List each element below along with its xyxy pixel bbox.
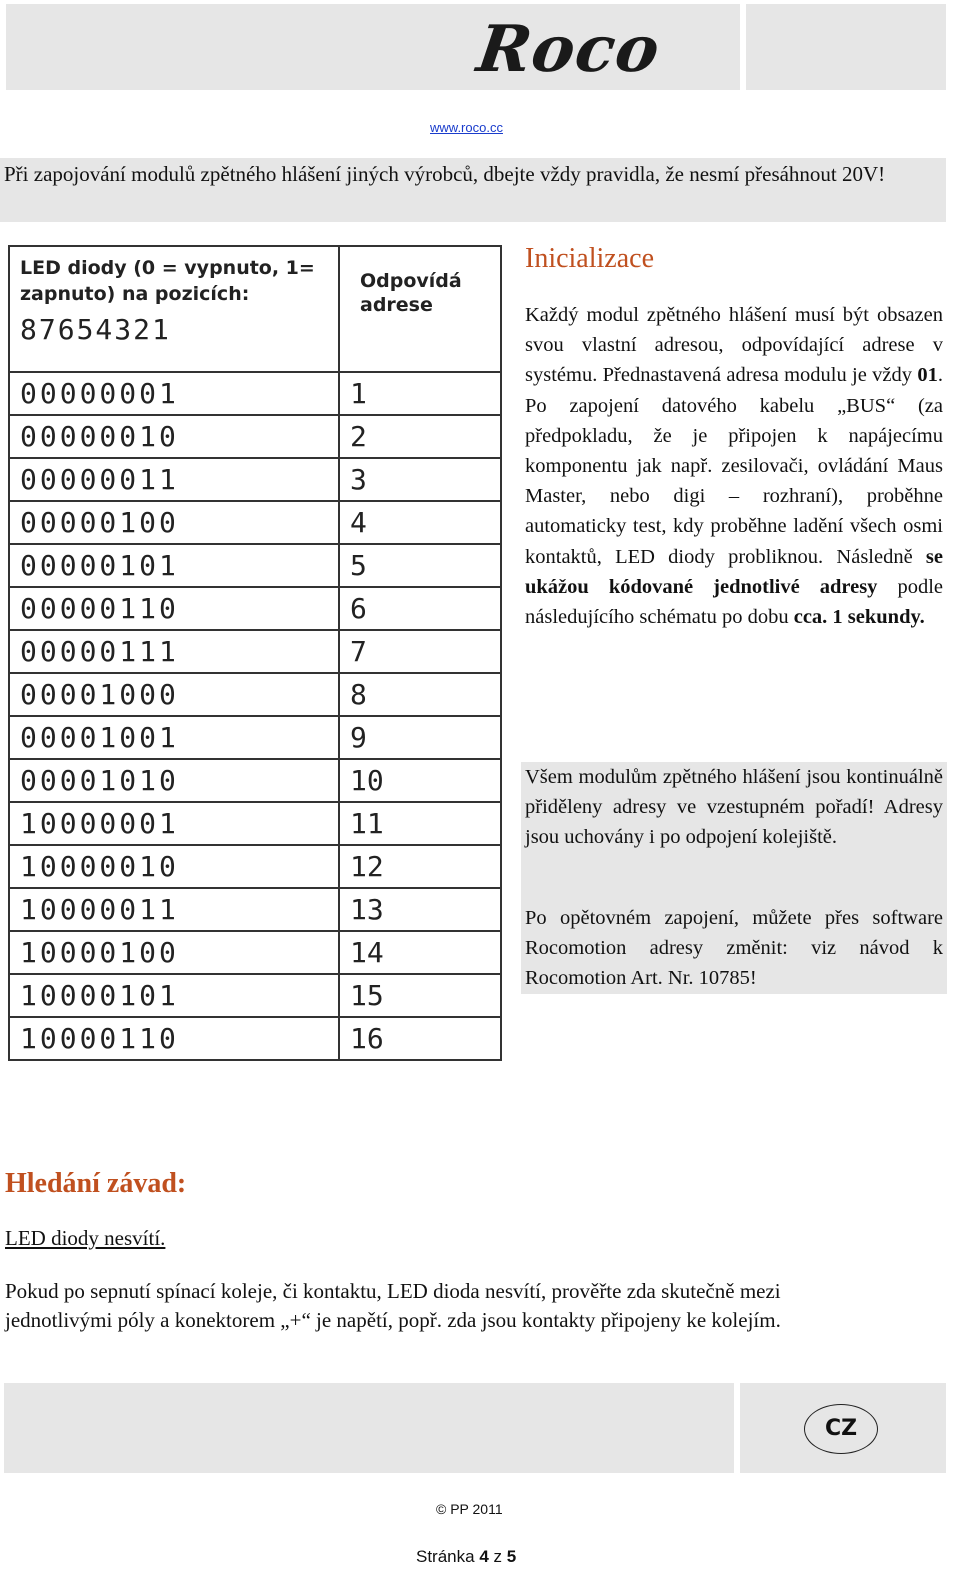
table-row <box>9 587 501 630</box>
table-row <box>9 716 501 759</box>
address-cell: 14 <box>339 931 501 974</box>
copyright: © PP 2011 <box>436 1501 503 1517</box>
troubleshoot-title: Hledání závad: <box>5 1168 187 1199</box>
address-cell: 8 <box>339 673 501 716</box>
address-cell: 15 <box>339 974 501 1017</box>
address-cell: 4 <box>339 501 501 544</box>
table-row <box>9 759 501 802</box>
init-text-2: . Po zapojení datového kabelu „BUS“ (za předpokladu, že je připojen k napájecímu komponentu jak např. zesilovači, ovládání Maus Master, nebo digi – rozhraní), proběhne automaticky test, kdy proběhne ladění všech osmi kontaktů, LED diody probliknou. Následně <box>525 364 943 568</box>
address-cell: 7 <box>339 630 501 673</box>
address-cell: 6 <box>339 587 501 630</box>
init-duration: cca. 1 sekundy. <box>793 606 925 629</box>
table-row <box>9 501 501 544</box>
page-current: 4 <box>479 1547 489 1566</box>
address-cell: 9 <box>339 716 501 759</box>
address-cell: 16 <box>339 1017 501 1060</box>
roco-logo: Roco <box>472 12 665 87</box>
table-row <box>9 673 501 716</box>
page-total: 5 <box>506 1547 517 1566</box>
country-badge <box>804 1404 878 1454</box>
table-row <box>9 458 501 501</box>
led-address-table <box>8 245 502 1061</box>
table-row <box>9 888 501 931</box>
page-mid: z <box>488 1547 507 1566</box>
init-default-address: 01 <box>917 364 938 387</box>
footer-band-left <box>4 1383 734 1473</box>
address-cell: 2 <box>339 415 501 458</box>
table-row <box>9 544 501 587</box>
led-code-cell: 00001000 <box>9 673 339 716</box>
table-row <box>9 802 501 845</box>
table-row <box>9 931 501 974</box>
led-code-cell: 10000011 <box>9 888 339 931</box>
address-cell: 10 <box>339 759 501 802</box>
website-link[interactable]: www.roco.cc <box>430 120 503 135</box>
voltage-warning: Při zapojování modulů zpětného hlášení jiných výrobců, dbejte vždy pravidla, že nesmí přesáhnout 20V! <box>0 158 946 222</box>
table-row <box>9 845 501 888</box>
led-code-cell: 00000011 <box>9 458 339 501</box>
led-code-cell: 00000111 <box>9 630 339 673</box>
table-row <box>9 630 501 673</box>
table-row <box>9 1017 501 1060</box>
table-row <box>9 974 501 1017</box>
led-code-cell: 10000110 <box>9 1017 339 1060</box>
address-cell: 11 <box>339 802 501 845</box>
led-code-cell: 00000110 <box>9 587 339 630</box>
country-code: CZ <box>824 1416 858 1441</box>
header-address-label: Odpovídá adrese <box>360 270 462 316</box>
header-led-label: LED diody (0 = vypnuto, 1= zapnuto) na pozicích: <box>20 257 315 305</box>
led-code-cell: 00001010 <box>9 759 339 802</box>
troubleshoot-subtitle: LED diody nesvítí. <box>5 1226 166 1250</box>
header-address-cell <box>339 246 501 372</box>
led-code-cell: 10000001 <box>9 802 339 845</box>
led-code-cell: 00000001 <box>9 372 339 415</box>
led-code-cell: 00000100 <box>9 501 339 544</box>
led-code-cell: 10000101 <box>9 974 339 1017</box>
address-cell: 1 <box>339 372 501 415</box>
header-led-cell <box>9 246 339 372</box>
init-title: Inicializace <box>525 243 655 274</box>
troubleshoot-text: Pokud po sepnutí spínací koleje, či kontaktu, LED dioda nesvítí, prověřte zda skutečně mezi jednotlivými póly a konektorem „+“ je napětí, popř. zda jsou kontakty připojeny ke kolejím. <box>5 1279 781 1332</box>
table-row <box>9 415 501 458</box>
led-code-cell: 10000100 <box>9 931 339 974</box>
led-code-cell: 00000010 <box>9 415 339 458</box>
led-code-cell: 10000010 <box>9 845 339 888</box>
address-cell: 5 <box>339 544 501 587</box>
address-cell: 13 <box>339 888 501 931</box>
info-paragraph-1: Všem modulům zpětného hlášení jsou kontinuálně přiděleny adresy ve vzestupném pořadí! Adresy jsou uchovány i po odpojení kolejiště. <box>525 766 943 849</box>
led-code-cell: 00001001 <box>9 716 339 759</box>
header-positions: 87654321 <box>20 313 171 346</box>
info-paragraph-2: Po opětovném zapojení, můžete přes software Rocomotion adresy změnit: viz návod k Rocomotion Art. Nr. 10785! <box>525 907 943 990</box>
address-cell: 12 <box>339 845 501 888</box>
address-cell: 3 <box>339 458 501 501</box>
page-prefix: Stránka <box>416 1547 480 1566</box>
init-highlight: se ukážou kódované jednotlivé adresy <box>525 545 943 598</box>
init-text-1: Každý modul zpětného hlášení musí být obsazen svou vlastní adresou, odpovídající adrese v systému. Přednastavená adresa modulu je vždy <box>525 304 943 387</box>
init-text-3: podle následujícího schématu po dobu <box>525 575 944 629</box>
table-header-row <box>9 246 501 372</box>
header-band-right <box>746 4 946 90</box>
led-code-cell: 00000101 <box>9 544 339 587</box>
table-row <box>9 372 501 415</box>
init-paragraph <box>525 300 943 632</box>
page-number <box>416 1547 516 1567</box>
